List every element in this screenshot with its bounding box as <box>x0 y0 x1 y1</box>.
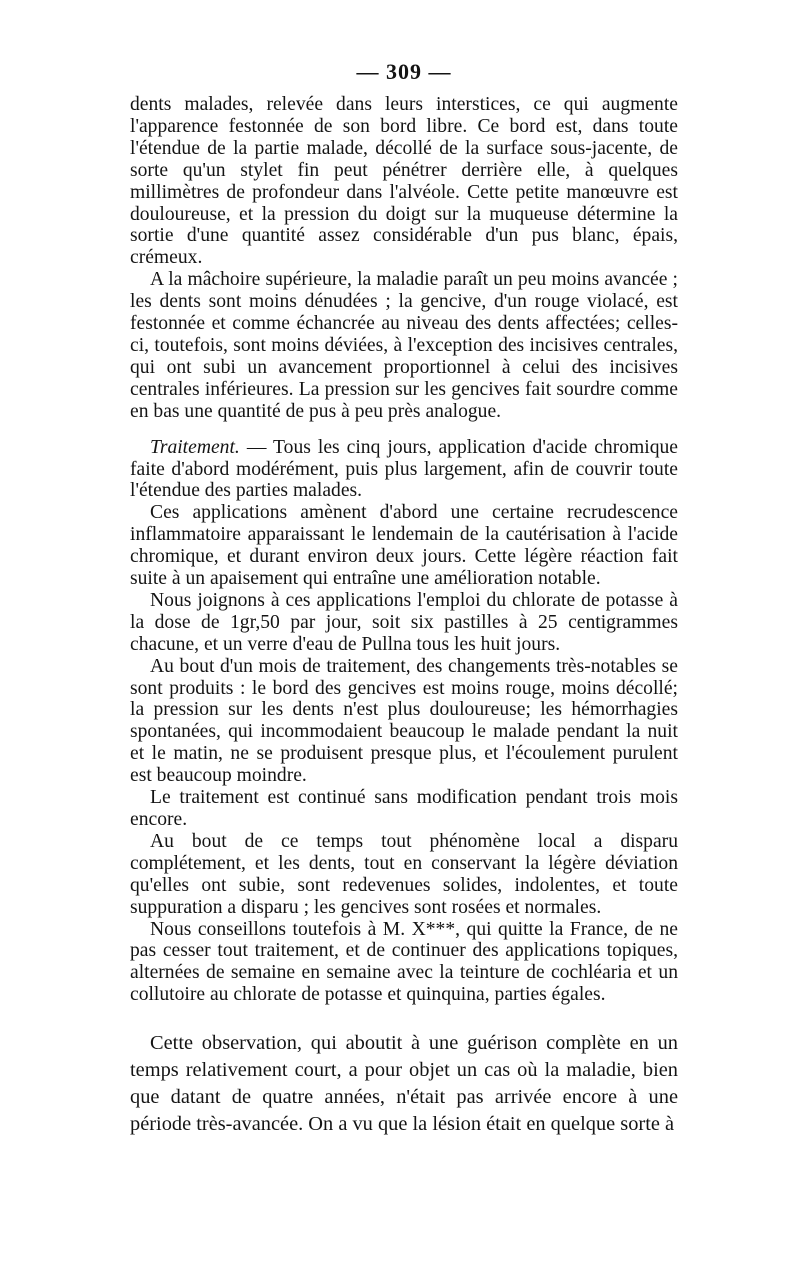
paragraph-cured: Au bout de ce temps tout phénomène local a disparu complétement, et les dents, tout en conservant la légère déviation qu'elles ont subie, sont redevenues solides, indolentes, et toute suppuration a disparu ; les gencives sont rosées et normales. <box>130 830 678 918</box>
paragraph-upper-jaw: A la mâchoire supérieure, la maladie paraît un peu moins avancée ; les dents sont moins dénudées ; la gencive, d'un rouge violacé, est festonnée et comme échancrée au niveau des dents affectées; celles-ci, toutefois, sont moins déviées, à l'exception des incisives centrales, qui ont subi un avancement proportionnel à celui des incisives centrales inférieures. La pression sur les gencives fait sourdre comme en bas une quantité de pus à peu près analogue. <box>130 269 678 422</box>
paragraph-advice: Nous conseillons toutefois à M. X***, qui quitte la France, de ne pas cesser tout traitement, et de continuer des applications topiques, alternées de semaine en semaine avec la teinture de cochléaria et un collutoire au chlorate de potasse et quinquina, parties égales. <box>130 918 678 1006</box>
treatment-text: — Tous les cinq jours, application d'acide chromique faite d'abord modérément, puis plus largement, afin de couvrir toute l'étendue des parties malades. <box>130 436 678 502</box>
paragraph-one-month: Au bout d'un mois de traitement, des changements très-notables se sont produits : le bord des gencives est moins rouge, moins décollé; la pression sur les dents n'est plus douloureuse; les hémorrhagies spontanées, qui incommodaient beaucoup le malade pendant la nuit et le matin, ne se produisent presque plus, et l'écoulement purulent est beaucoup moindre. <box>130 655 678 787</box>
paragraph-applications: Ces applications amènent d'abord une certaine recrudescence inflammatoire apparaissant le lendemain de la cautérisation à l'acide chromique, et durant environ deux jours. Cette légère réaction fait suite à un apaisement qui entraîne une amélioration notable. <box>130 502 678 590</box>
paragraph-treatment <box>130 437 678 503</box>
paragraph-chlorate: Nous joignons à ces applications l'emploi du chlorate de potasse à la dose de 1gr,50 par jour, soit six pastilles à 25 centigrammes chacune, et un verre d'eau de Pullna tous les huit jours. <box>130 589 678 655</box>
paragraph-continued: Le traitement est continué sans modification pendant trois mois encore. <box>130 787 678 830</box>
page-number: — 309 — <box>356 59 452 84</box>
treatment-heading: Traitement. <box>150 436 240 458</box>
paragraph-gum-description: dents malades, relevée dans leurs interstices, ce qui augmente l'apparence festonnée de son bord libre. Ce bord est, dans toute l'étendue de la partie malade, décollé de la surface sous-jacente, de sorte qu'un stylet fin peut pénétrer derrière elle, à quelques millimètres de profondeur dans l'alvéole. Cette petite manœuvre est douloureuse, et la pression du doigt sur la muqueuse détermine la sortie d'une quantité assez considérable d'un pus blanc, épais, crémeux. <box>130 94 678 269</box>
paragraph-observation: Cette observation, qui aboutit à une guérison complète en un temps relativement court, a pour objet un cas où la maladie, bien que datant de quatre années, n'était pas arrivée encore à une période très-avancée. On a vu que la lésion était en quelque sorte à <box>130 1032 678 1135</box>
book-page <box>130 58 678 1137</box>
